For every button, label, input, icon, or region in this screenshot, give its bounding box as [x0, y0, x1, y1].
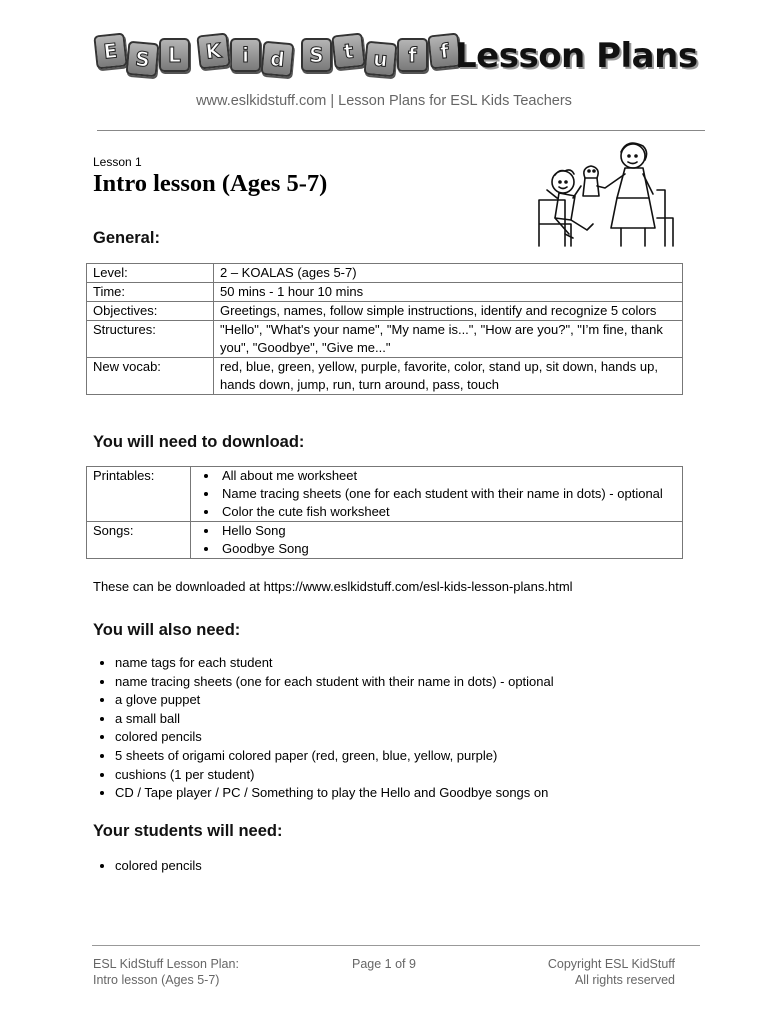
site-tagline: www.eslkidstuff.com | Lesson Plans for ESL Kids Teachers — [196, 93, 572, 109]
logo-tile: L — [159, 38, 190, 72]
table-row — [87, 264, 683, 283]
printables-cell — [191, 467, 683, 522]
logo-tile: S — [301, 38, 332, 72]
list-item: • colored pencils — [115, 857, 715, 876]
footer-right — [548, 956, 675, 988]
table-row — [87, 358, 683, 395]
list-item: • name tags for each student — [115, 654, 715, 673]
section-heading-download: You will need to download: — [93, 433, 305, 451]
logo-tile: t — [331, 32, 365, 69]
logo-tile: u — [364, 41, 398, 78]
table-row — [87, 302, 683, 321]
list-item: • colored pencils — [115, 728, 715, 747]
lesson-title: Intro lesson (Ages 5-7) — [93, 170, 328, 197]
row-label: Printables: — [87, 467, 191, 522]
row-value: red, blue, green, yellow, purple, favorite, color, stand up, sit down, hands up, hands down, jump, run, turn around, pass, touch — [214, 358, 683, 395]
header-divider — [97, 130, 705, 131]
download-note: These can be downloaded at https://www.eslkidstuff.com/esl-kids-lesson-plans.html — [93, 579, 573, 594]
footer-left-line: ESL KidStuff Lesson Plan: — [93, 957, 239, 971]
row-value: "Hello", "What's your name", "My name is...", "How are you?", "I’m fine, thank you", "Goodbye", "Give me..." — [214, 321, 683, 358]
download-table — [86, 466, 683, 559]
footer-left-line: Intro lesson (Ages 5-7) — [93, 973, 220, 987]
list-item: • a glove puppet — [115, 691, 715, 710]
list-item: • All about me worksheet — [219, 467, 676, 485]
general-info-table — [86, 263, 683, 395]
table-row — [87, 283, 683, 302]
logo-tile: i — [230, 38, 261, 72]
list-item: • Hello Song — [219, 522, 676, 540]
list-item: • cushions (1 per student) — [115, 766, 715, 785]
section-heading-students-need: Your students will need: — [93, 822, 283, 840]
logo-tile: E — [93, 32, 127, 69]
footer-right-line: All rights reserved — [574, 973, 675, 987]
list-item: • a small ball — [115, 710, 715, 729]
table-row — [87, 467, 683, 522]
logo-title: Lesson Plans — [455, 36, 698, 76]
songs-cell — [191, 522, 683, 559]
list-item: • Color the cute fish worksheet — [219, 503, 676, 521]
table-row — [87, 321, 683, 358]
teacher-and-child-illustration — [525, 138, 685, 250]
list-item: • name tracing sheets (one for each student with their name in dots) - optional — [115, 673, 715, 692]
footer-divider — [92, 945, 700, 946]
list-item: • Name tracing sheets (one for each student with their name in dots) - optional — [219, 485, 676, 503]
list-item: • CD / Tape player / PC / Something to play the Hello and Goodbye songs on — [115, 784, 715, 803]
page-number: Page 1 of 9 — [352, 957, 416, 971]
logo-tile: f — [397, 38, 428, 72]
list-item: • Goodbye Song — [219, 540, 676, 558]
list-item: • 5 sheets of origami colored paper (red, green, blue, yellow, purple) — [115, 747, 715, 766]
table-row — [87, 522, 683, 559]
section-heading-general: General: — [93, 229, 160, 247]
row-value: 2 – KOALAS (ages 5-7) — [214, 264, 683, 283]
row-label: Songs: — [87, 522, 191, 559]
logo-tile: d — [261, 41, 295, 78]
row-label: New vocab: — [87, 358, 214, 395]
row-label: Level: — [87, 264, 214, 283]
row-label: Structures: — [87, 321, 214, 358]
lesson-number: Lesson 1 — [93, 155, 142, 169]
row-label: Time: — [87, 283, 214, 302]
logo-tile: f — [427, 32, 461, 69]
logo-tile: K — [196, 32, 230, 69]
row-value: 50 mins - 1 hour 10 mins — [214, 283, 683, 302]
also-need-list — [93, 654, 715, 803]
footer-right-line: Copyright ESL KidStuff — [547, 957, 675, 971]
esl-kidstuff-logo — [95, 30, 461, 80]
section-heading-also-need: You will also need: — [93, 621, 241, 639]
row-label: Objectives: — [87, 302, 214, 321]
logo-tile: S — [126, 41, 160, 78]
students-need-list — [93, 857, 715, 876]
row-value: Greetings, names, follow simple instructions, identify and recognize 5 colors — [214, 302, 683, 321]
